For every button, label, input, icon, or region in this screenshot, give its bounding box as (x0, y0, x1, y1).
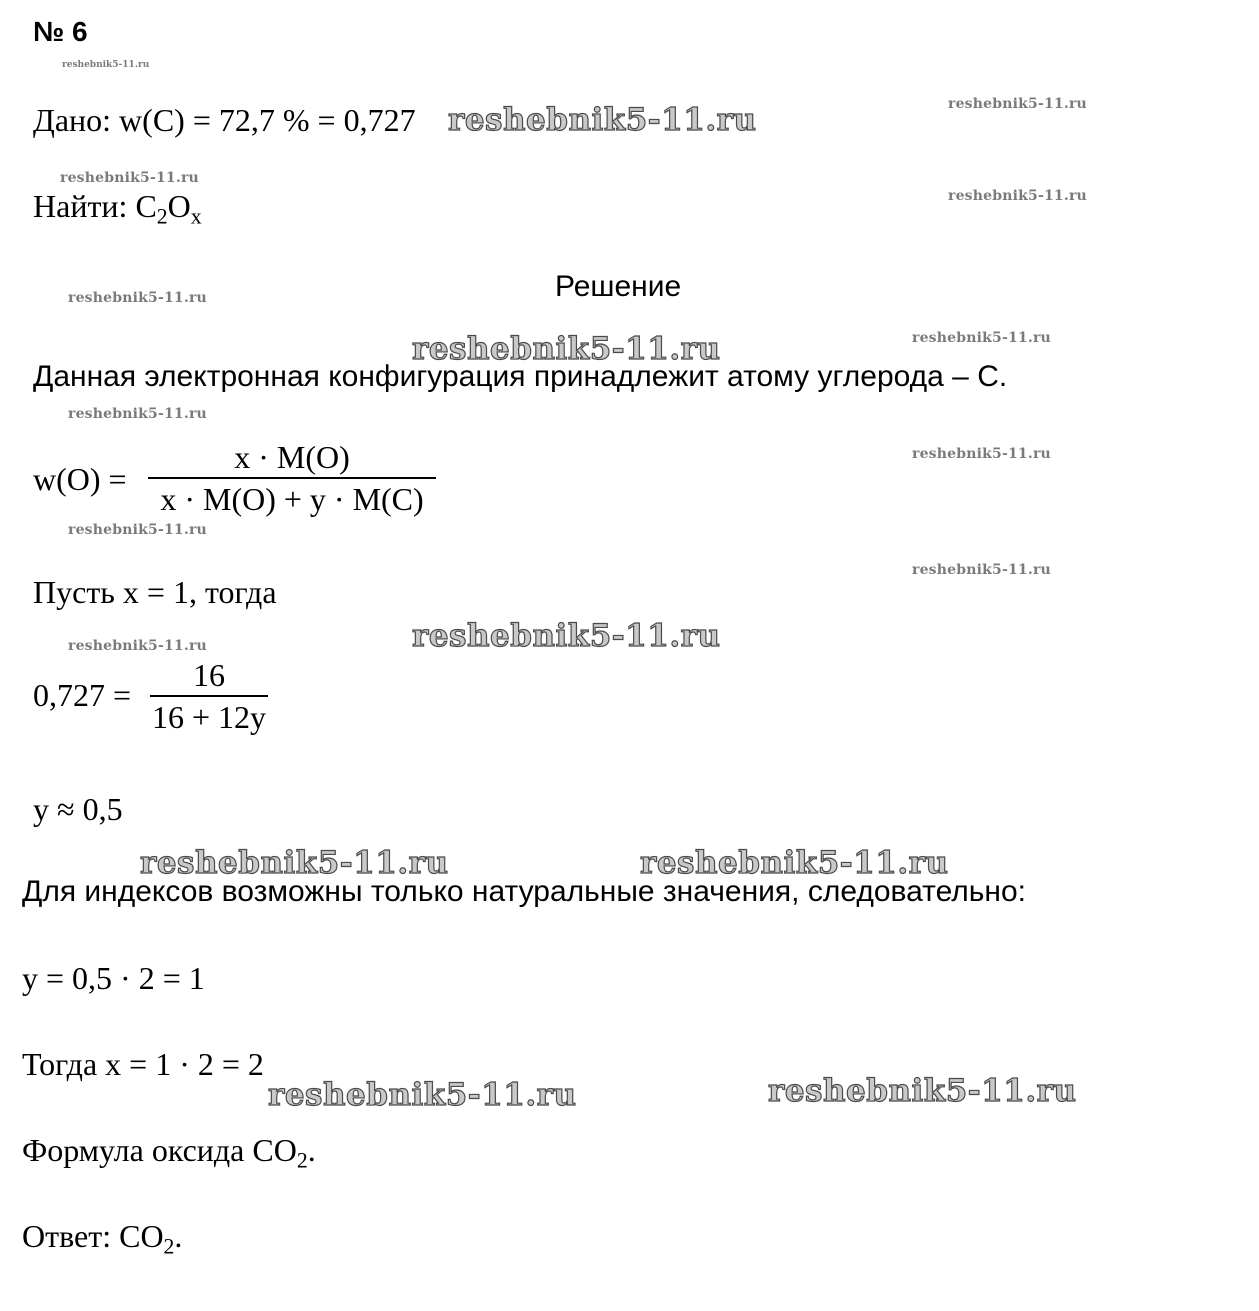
fraction-bar (148, 477, 436, 479)
watermark-logo: reshebnik5-11.ru (68, 638, 207, 654)
watermark-logo: reshebnik5-11.ru (640, 845, 949, 881)
equation-numerator: 16 (193, 657, 225, 693)
watermark-logo: reshebnik5-11.ru (912, 330, 1051, 346)
natural-values-statement: Для индексов возможны только натуральные значения, следовательно: (22, 875, 1026, 908)
answer-statement: Ответ: $CO_2$. (22, 1218, 183, 1259)
watermark-logo: reshebnik5-11.ru (68, 290, 207, 306)
watermark-logo: reshebnik5-11.ru (448, 102, 757, 138)
watermark-logo: reshebnik5-11.ru (948, 188, 1087, 204)
find-formula: $C_2O_x$ (135, 188, 202, 229)
y-approximation: y ≈ 0,5 (33, 791, 123, 827)
watermark-logo: reshebnik5-11.ru (912, 562, 1051, 578)
solution-heading: Решение (555, 270, 682, 303)
formula-w-o-lhs: w(O) = (33, 461, 127, 497)
y-calculation: y = 0,5 · 2 = 1 (22, 960, 205, 996)
watermark-logo: reshebnik5-11.ru (68, 522, 207, 538)
formula-w-o-denominator: x · M(O) + y · M(C) (160, 481, 424, 517)
given-label: Дано: (33, 102, 112, 138)
watermark-logo: reshebnik5-11.ru (768, 1073, 1077, 1109)
watermark-logo: reshebnik5-11.ru (62, 60, 150, 70)
watermark-logo: reshebnik5-11.ru (140, 845, 449, 881)
configuration-statement: Данная электронная конфигурация принадлежит атому углерода – С. (33, 360, 1008, 393)
formula-w-o-fraction (148, 441, 436, 515)
equation-denominator: 16 + 12y (151, 699, 267, 735)
given-line (33, 104, 416, 136)
watermark-logo: reshebnik5-11.ru (412, 618, 721, 654)
equation-lhs: 0,727 = (33, 677, 132, 713)
find-label: Найти: (33, 188, 128, 224)
fraction-bar (150, 695, 268, 697)
find-line (33, 190, 202, 228)
let-statement: Пусть x = 1, тогда (33, 574, 277, 610)
watermark-logo: reshebnik5-11.ru (412, 331, 721, 367)
x-calculation: Тогда x = 1 · 2 = 2 (22, 1046, 264, 1082)
watermark-logo: reshebnik5-11.ru (68, 406, 207, 422)
given-value: w(C) = 72,7 % = 0,727 (119, 102, 416, 138)
watermark-logo: reshebnik5-11.ru (912, 446, 1051, 462)
formula-w-o-numerator: x · M(O) (234, 439, 350, 475)
problem-number: № 6 (33, 16, 88, 47)
watermark-logo: reshebnik5-11.ru (948, 96, 1087, 112)
oxide-formula-statement: Формула оксида $CO_2$. (22, 1132, 316, 1173)
equation-fraction (150, 659, 268, 733)
watermark-logo: reshebnik5-11.ru (60, 170, 199, 186)
watermark-logo: reshebnik5-11.ru (268, 1077, 577, 1113)
